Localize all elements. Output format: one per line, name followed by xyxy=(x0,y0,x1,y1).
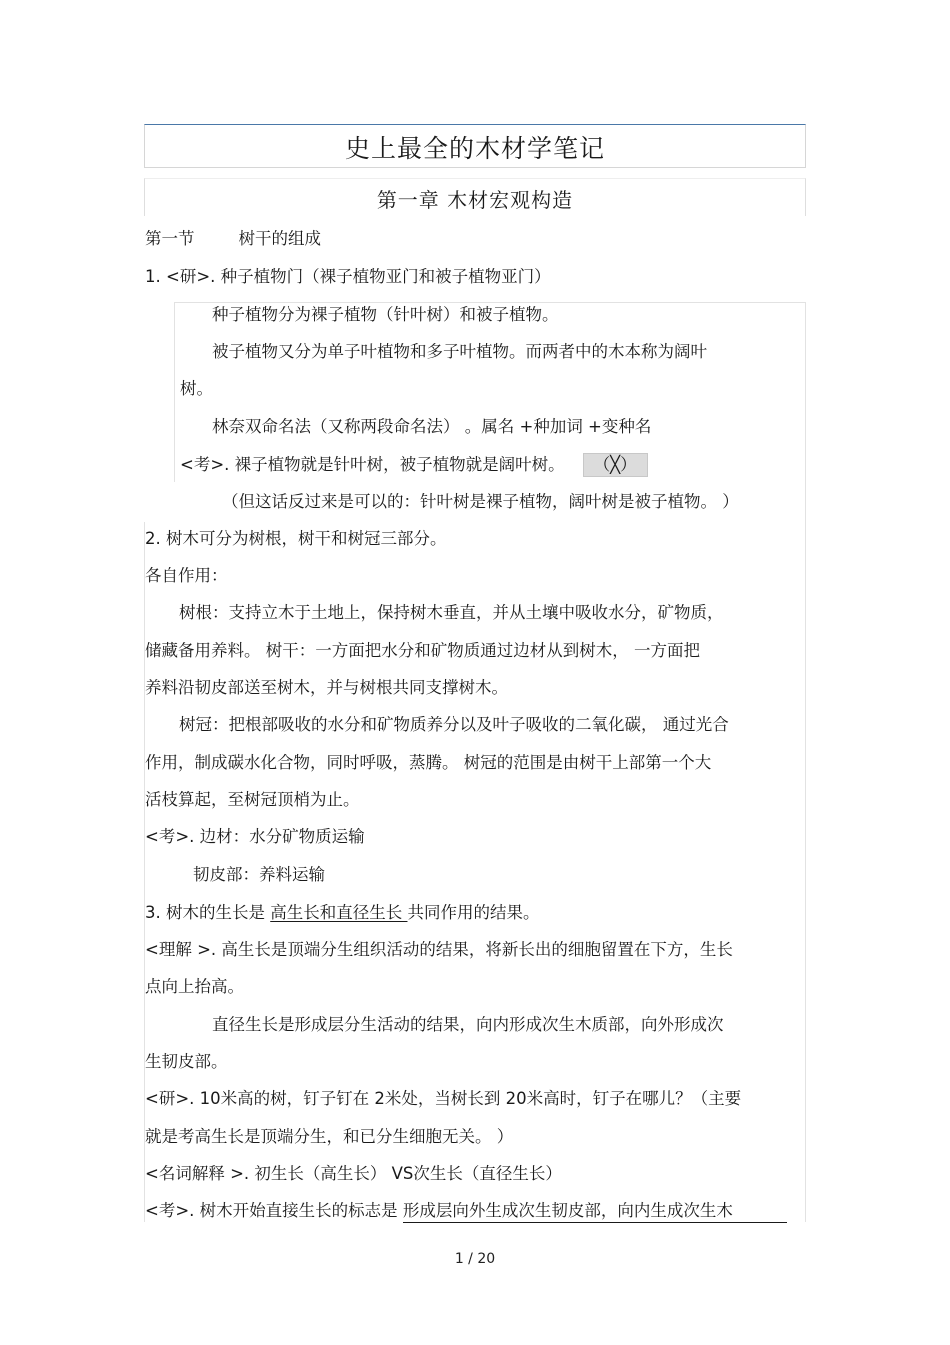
paragraph-line: 直径生长是形成层分生活动的结果，向内形成次生木质部，向外形成次 xyxy=(212,1015,724,1034)
false-mark: （╳） xyxy=(583,453,648,477)
chapter-heading: 第一章 木材宏观构造 xyxy=(376,188,574,212)
paragraph-line: 1. <研>. 种子植物门（裸子植物亚门和被子植物亚门） xyxy=(145,267,551,286)
section-heading xyxy=(145,228,321,250)
chapter-box xyxy=(144,178,806,216)
paragraph-line: 活枝算起，至树冠顶梢为止。 xyxy=(145,790,360,809)
exam-marker-line xyxy=(145,1200,787,1223)
growth-line xyxy=(145,902,539,924)
paragraph-line: 就是考高生长是顶端分生，和已分生细胞无关。 ） xyxy=(145,1127,514,1146)
paragraph-line: 林奈双命名法（又称两段命名法） 。属名 +种加词 +变种名 xyxy=(212,417,652,436)
paragraph-line: 2. 树木可分为树根，树干和树冠三部分。 xyxy=(145,529,447,548)
paragraph-line: 储藏备用养料。 树干：一方面把水分和矿物质通过边材从到树木， 一方面把 xyxy=(145,641,700,660)
page-number: 1 / 20 xyxy=(454,1251,496,1267)
exam-note-line xyxy=(180,453,648,477)
title-box xyxy=(144,124,806,168)
paragraph-line: 树。 xyxy=(180,379,213,398)
page-right-rule xyxy=(805,522,806,1222)
paragraph-line: 生韧皮部。 xyxy=(145,1052,228,1071)
block-rule xyxy=(805,482,806,522)
growth-answer: 高生长和直径生长 xyxy=(270,903,408,922)
paragraph-line: <考>. 边材：水分矿物质运输 xyxy=(145,827,365,846)
section-label: 第一节 xyxy=(145,229,195,248)
page-left-rule xyxy=(144,522,145,1222)
paragraph-line: 韧皮部：养料运输 xyxy=(193,865,325,884)
exam-marker-text: <考>. 树木开始直接生长的标志是 xyxy=(145,1201,403,1220)
paragraph-line: 各自作用： xyxy=(145,566,228,585)
paragraph-line: <理解 >. 高生长是顶端分生组织活动的结果，将新长出的细胞留置在下方，生长 xyxy=(145,940,733,959)
document-title: 史上最全的木材学笔记 xyxy=(344,134,605,163)
paragraph-line: 树根：支持立木于土地上，保持树木垂直，并从土壤中吸收水分，矿物质， xyxy=(179,603,724,622)
section-name: 树干的组成 xyxy=(238,229,321,248)
growth-text-a: 3. 树木的生长是 xyxy=(145,903,271,922)
exam-note-text: <考>. 裸子植物就是针叶树，被子植物就是阔叶树。 xyxy=(180,455,565,474)
paragraph-line: 作用，制成碳水化合物，同时呼吸，蒸腾。 树冠的范围是由树干上部第一个大 xyxy=(145,753,712,772)
paragraph-line: 树冠：把根部吸收的水分和矿物质养分以及叶子吸收的二氧化碳， 通过光合 xyxy=(179,715,729,734)
exam-marker-answer: 形成层向外生成次生韧皮部，向内生成次生木 xyxy=(403,1200,787,1223)
paragraph-line: 被子植物又分为单子叶植物和多子叶植物。而两者中的木本称为阔叶 xyxy=(212,342,707,361)
paragraph-line: 点向上抬高。 xyxy=(145,977,244,996)
paragraph-line: 种子植物分为裸子植物（针叶树）和被子植物。 xyxy=(212,305,559,324)
paragraph-line: （但这话反过来是可以的：针叶树是裸子植物，阔叶树是被子植物。 ） xyxy=(222,492,739,511)
paragraph-line: 养料沿韧皮部送至树木，并与树根共同支撑树木。 xyxy=(145,678,508,697)
growth-text-c: 共同作用的结果。 xyxy=(407,903,540,922)
paragraph-line: <研>. 10米高的树，钉子钉在 2米处，当树长到 20米高时，钉子在哪儿？（主要 xyxy=(145,1089,742,1108)
paragraph-line: <名词解释 >. 初生长（高生长） VS次生长（直径生长） xyxy=(145,1164,562,1183)
